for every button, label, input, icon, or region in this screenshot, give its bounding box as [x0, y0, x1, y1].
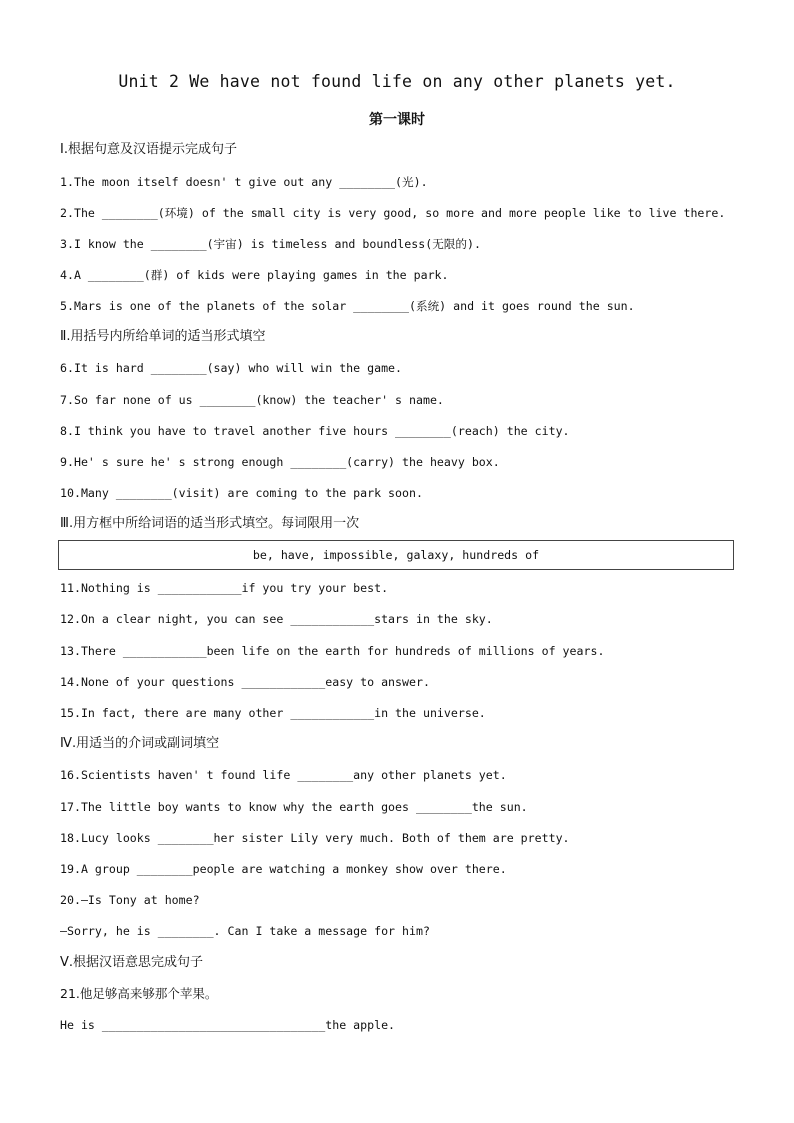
question-4: 4.A ________(群) of kids were playing games in the park. [60, 268, 449, 282]
question-2: 2.The ________(环境) of the small city is very good, so more and more people like to live there. [60, 206, 726, 220]
question-21: 21.他足够高来够那个苹果。 [60, 986, 218, 1001]
section-heading-4: Ⅳ.用适当的介词或副词填空 [60, 736, 220, 751]
question-11: 11.Nothing is ____________if you try your best. [60, 581, 389, 595]
question-19: 19.A group ________people are watching a monkey show over there. [60, 862, 507, 876]
question-14: 14.None of your questions ____________easy to answer. [60, 675, 430, 689]
question-13: 13.There ____________been life on the earth for hundreds of millions of years. [60, 644, 605, 658]
question-12: 12.On a clear night, you can see ____________stars in the sky. [60, 612, 493, 626]
word-bank-text: be, have, impossible, galaxy, hundreds of [252, 548, 540, 562]
question-3: 3.I know the ________(宇宙) is timeless and boundless(无限的). [60, 237, 481, 251]
question-17: 17.The little boy wants to know why the earth goes ________the sun. [60, 800, 528, 814]
word-bank-box [58, 540, 734, 570]
question-21-answer: He is ________________________________the apple. [60, 1018, 396, 1032]
question-16: 16.Scientists haven' t found life ________any other planets yet. [60, 768, 507, 782]
question-8: 8.I think you have to travel another five hours ________(reach) the city. [60, 424, 570, 438]
section-heading-3: Ⅲ.用方框中所给词语的适当形式填空。每词限用一次 [60, 516, 360, 531]
question-7: 7.So far none of us ________(know) the teacher' s name. [60, 393, 444, 407]
question-1: 1.The moon itself doesn' t give out any ________(光). [60, 175, 428, 189]
question-20: 20.—Is Tony at home? [60, 893, 200, 907]
question-10: 10.Many ________(visit) are coming to the park soon. [60, 486, 423, 500]
section-heading-5: Ⅴ.根据汉语意思完成句子 [60, 955, 204, 970]
question-18: 18.Lucy looks ________her sister Lily very much. Both of them are pretty. [60, 831, 570, 845]
question-9: 9.He' s sure he' s strong enough ________(carry) the heavy box. [60, 455, 500, 469]
question-6: 6.It is hard ________(say) who will win the game. [60, 361, 403, 375]
section-heading-1: Ⅰ.根据句意及汉语提示完成句子 [60, 142, 237, 157]
question-20-reply: —Sorry, he is ________. Can I take a message for him? [60, 924, 430, 938]
section-heading-2: Ⅱ.用括号内所给单词的适当形式填空 [60, 329, 266, 344]
question-15: 15.In fact, there are many other ____________in the universe. [60, 706, 486, 720]
page-title: Unit 2 We have not found life on any other planets yet. [118, 72, 676, 91]
lesson-subtitle: 第一课时 [369, 112, 425, 128]
question-5: 5.Mars is one of the planets of the solar ________(系统) and it goes round the sun. [60, 299, 635, 313]
